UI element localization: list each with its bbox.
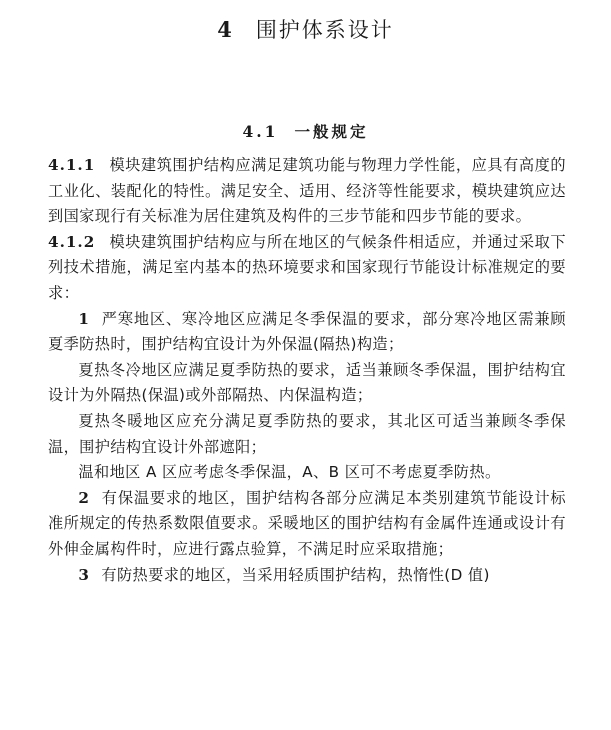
list-item-1-paragraph-4: 温和地区 A 区应考虑冬季保温，A、B 区可不考虑夏季防热。: [78, 463, 501, 482]
section-title-text: 一般规定: [294, 123, 369, 141]
item-number: 3: [78, 565, 90, 584]
list-item-1: [48, 307, 566, 358]
clause-text: 模块建筑围护结构应与所在地区的气候条件相适应，并通过采取下列技术措施，满足室内基本的热环境要求和国家现行节能设计标准规定的要求：: [48, 232, 566, 302]
chapter-title: [0, 14, 611, 44]
list-item-2: [48, 486, 566, 563]
item-number: 1: [78, 309, 90, 328]
clause-4-1-2: [48, 230, 566, 307]
clause-number: 4.1.1: [48, 156, 96, 174]
document-body: [48, 153, 566, 588]
item-number: 2: [78, 488, 90, 507]
item-text: 有保温要求的地区，围护结构各部分应满足本类别建筑节能设计标准所规定的传热系数限值要求。采暖地区的围护结构有金属件连通或设计有外伸金属构件时，应进行露点验算，不满足时应采取措施；: [48, 488, 566, 558]
list-item-1-paragraph-2: 夏热冬冷地区应满足夏季防热的要求，适当兼顾冬季保温，围护结构宜设计为外隔热(保温)或外部隔热、内保温构造；: [48, 360, 566, 405]
section-number: 4.1: [242, 122, 279, 141]
chapter-title-text: 围护体系设计: [255, 18, 394, 42]
chapter-number: 4: [217, 17, 234, 42]
clause-text: 模块建筑围护结构应满足建筑功能与物理力学性能，应具有高度的工业化、装配化的特性。满足安全、适用、经济等性能要求，模块建筑应达到国家现行有关标准为居住建筑及构件的三步节能和四步节能的要求。: [48, 156, 566, 226]
clause-number: 4.1.2: [48, 232, 96, 251]
list-item-1-paragraph-3: 夏热冬暖地区应充分满足夏季防热的要求，其北区可适当兼顾冬季保温，围护结构宜设计外部遮阳；: [48, 411, 566, 456]
item-text: 严寒地区、寒冷地区应满足冬季保温的要求，部分寒冷地区需兼顾夏季防热时，围护结构宜设计为外保温(隔热)构造；: [48, 309, 566, 354]
clause-4-1-1: [48, 153, 566, 230]
item-text: 有防热要求的地区，当采用轻质围护结构，热惰性(D 值): [101, 565, 490, 584]
list-item-3: [48, 563, 566, 589]
section-title: [0, 120, 611, 142]
